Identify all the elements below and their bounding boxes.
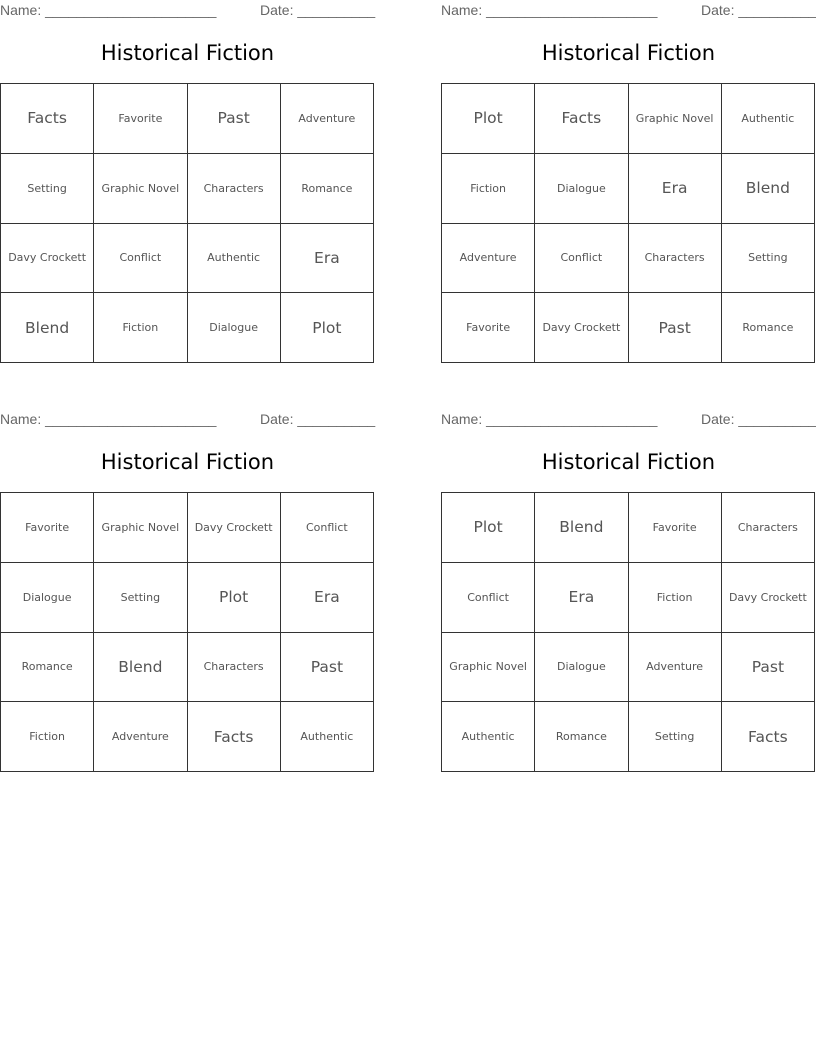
bingo-cell: Dialogue bbox=[535, 633, 628, 703]
bingo-cell: Setting bbox=[722, 224, 815, 294]
bingo-cell: Setting bbox=[1, 154, 94, 224]
bingo-cell: Past bbox=[629, 293, 722, 363]
bingo-cell: Era bbox=[535, 563, 628, 633]
name-field-label: Name: ______________________ bbox=[441, 2, 658, 18]
bingo-cell: Characters bbox=[629, 224, 722, 294]
bingo-cell: Era bbox=[629, 154, 722, 224]
bingo-cell: Romance bbox=[535, 702, 628, 772]
bingo-cell: Dialogue bbox=[1, 563, 94, 633]
bingo-cell: Favorite bbox=[442, 293, 535, 363]
bingo-card bbox=[441, 409, 816, 773]
bingo-cell: Davy Crockett bbox=[1, 224, 94, 294]
name-field-label: Name: ______________________ bbox=[441, 411, 658, 427]
bingo-cell: Blend bbox=[94, 633, 187, 703]
bingo-cell: Authentic bbox=[442, 702, 535, 772]
bingo-cell: Plot bbox=[188, 563, 281, 633]
bingo-cell: Davy Crockett bbox=[535, 293, 628, 363]
bingo-cell: Adventure bbox=[629, 633, 722, 703]
card-title: Historical Fiction bbox=[541, 450, 716, 474]
card-title: Historical Fiction bbox=[100, 41, 275, 65]
bingo-grid bbox=[0, 492, 374, 772]
bingo-cell: Adventure bbox=[281, 84, 374, 154]
bingo-cell: Favorite bbox=[94, 84, 187, 154]
name-field-label: Name: ______________________ bbox=[0, 2, 217, 18]
bingo-cell: Characters bbox=[188, 633, 281, 703]
bingo-cell: Blend bbox=[535, 493, 628, 563]
bingo-grid bbox=[0, 83, 374, 363]
bingo-cell: Fiction bbox=[629, 563, 722, 633]
bingo-cell: Facts bbox=[1, 84, 94, 154]
bingo-grid bbox=[441, 83, 815, 363]
bingo-cell: Authentic bbox=[722, 84, 815, 154]
bingo-cell: Facts bbox=[535, 84, 628, 154]
bingo-cell: Era bbox=[281, 224, 374, 294]
date-field-label: Date: __________ bbox=[701, 411, 816, 427]
bingo-cell: Setting bbox=[629, 702, 722, 772]
bingo-cell: Era bbox=[281, 563, 374, 633]
date-field-label: Date: __________ bbox=[260, 2, 376, 18]
bingo-cell: Conflict bbox=[281, 493, 374, 563]
bingo-cell: Davy Crockett bbox=[722, 563, 815, 633]
bingo-cell: Adventure bbox=[442, 224, 535, 294]
bingo-cell: Favorite bbox=[629, 493, 722, 563]
bingo-cell: Fiction bbox=[442, 154, 535, 224]
bingo-cell: Conflict bbox=[535, 224, 628, 294]
card-title: Historical Fiction bbox=[541, 41, 716, 65]
bingo-cell: Adventure bbox=[94, 702, 187, 772]
bingo-cell: Plot bbox=[281, 293, 374, 363]
bingo-cell: Authentic bbox=[281, 702, 374, 772]
bingo-cell: Graphic Novel bbox=[629, 84, 722, 154]
bingo-cell: Dialogue bbox=[535, 154, 628, 224]
bingo-cell: Past bbox=[281, 633, 374, 703]
bingo-cell: Davy Crockett bbox=[188, 493, 281, 563]
bingo-cell: Fiction bbox=[1, 702, 94, 772]
bingo-cell: Setting bbox=[94, 563, 187, 633]
bingo-cell: Favorite bbox=[1, 493, 94, 563]
bingo-cell: Past bbox=[722, 633, 815, 703]
bingo-cell: Graphic Novel bbox=[94, 154, 187, 224]
bingo-cell: Dialogue bbox=[188, 293, 281, 363]
bingo-cell: Plot bbox=[442, 84, 535, 154]
card-title: Historical Fiction bbox=[100, 450, 275, 474]
bingo-cell: Characters bbox=[722, 493, 815, 563]
bingo-cell: Romance bbox=[281, 154, 374, 224]
bingo-cell: Conflict bbox=[94, 224, 187, 294]
bingo-cell: Facts bbox=[722, 702, 815, 772]
bingo-cell: Romance bbox=[722, 293, 815, 363]
bingo-cell: Characters bbox=[188, 154, 281, 224]
bingo-grid bbox=[441, 492, 815, 772]
bingo-cell: Plot bbox=[442, 493, 535, 563]
date-field-label: Date: __________ bbox=[701, 2, 816, 18]
bingo-cell: Blend bbox=[722, 154, 815, 224]
bingo-cell: Past bbox=[188, 84, 281, 154]
bingo-cell: Graphic Novel bbox=[442, 633, 535, 703]
bingo-card bbox=[441, 0, 816, 364]
bingo-card bbox=[0, 0, 375, 364]
bingo-cell: Authentic bbox=[188, 224, 281, 294]
bingo-cell: Conflict bbox=[442, 563, 535, 633]
bingo-cell: Facts bbox=[188, 702, 281, 772]
bingo-card bbox=[0, 409, 375, 773]
bingo-cell: Fiction bbox=[94, 293, 187, 363]
bingo-cell: Graphic Novel bbox=[94, 493, 187, 563]
bingo-cell: Romance bbox=[1, 633, 94, 703]
bingo-cell: Blend bbox=[1, 293, 94, 363]
date-field-label: Date: __________ bbox=[260, 411, 376, 427]
name-field-label: Name: ______________________ bbox=[0, 411, 217, 427]
